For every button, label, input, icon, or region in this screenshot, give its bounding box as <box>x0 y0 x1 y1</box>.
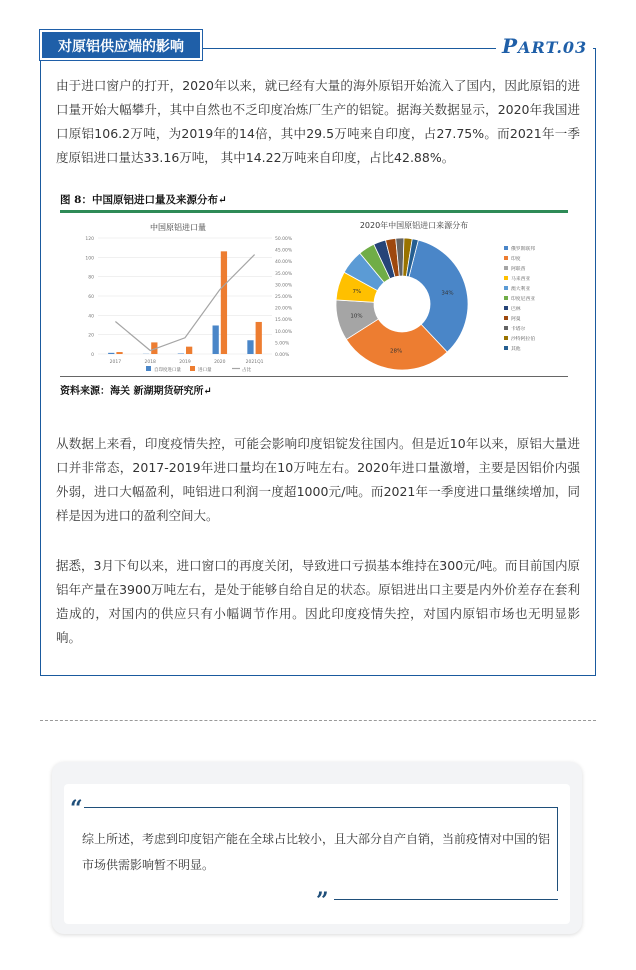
legend-label: 卡塔尔 <box>511 327 526 332</box>
y-tick-label: 80 <box>88 275 94 281</box>
summary-frame-bottom <box>334 899 558 900</box>
close-quote-icon: ” <box>316 888 329 914</box>
y2-tick-label: 35.00% <box>275 271 293 277</box>
legend-label: 俄罗斯联邦 <box>511 247 535 252</box>
legend-swatch <box>146 366 151 371</box>
import-bar-chart <box>72 216 312 376</box>
paragraph-data-analysis: 从数据上来看，印度疫情失控，可能会影响印度铝锭发往国内。但是近10年以来，原铝大量进口并非常态，2017-2019年进口量均在10万吨左右。2020年进口量激增，主要是因铝价内强外弱，进口大幅盈利，吨铝进口利润一度超1000元/吨。而2021年一季度进口量继续增加，同样是因为进口的盈利空间大。 <box>56 436 580 523</box>
x-tick-label: 2020 <box>214 360 226 365</box>
legend-label: 印度尼西亚 <box>511 297 535 302</box>
section-tag: 对原铝供应端的影响 <box>40 30 202 60</box>
legend-swatch <box>504 246 508 250</box>
y2-tick-label: 20.00% <box>275 306 293 312</box>
legend-label: 马来西亚 <box>511 277 531 282</box>
legend-swatch <box>504 296 508 300</box>
figure-import-chart <box>58 192 578 404</box>
slice-label: 28% <box>390 348 403 355</box>
legend-label: 沙特阿拉伯 <box>511 337 535 342</box>
y2-tick-label: 45.00% <box>275 248 293 254</box>
slice-label: 10% <box>350 313 363 320</box>
bar-进口量-2019 <box>186 347 192 354</box>
line-占比 <box>115 255 254 351</box>
legend-label: 自印度进口量 <box>154 368 181 373</box>
y2-tick-label: 15.00% <box>275 318 293 324</box>
open-quote-icon: “ <box>70 796 83 822</box>
y-tick-label: 120 <box>85 237 94 242</box>
legend-swatch <box>504 326 508 330</box>
figure-source: 资料来源：海关 新湖期货研究所↵ <box>60 386 212 397</box>
legend-swatch <box>504 286 508 290</box>
legend-swatch <box>504 336 508 340</box>
legend-label: 阿联酋 <box>511 267 526 272</box>
legend-label: 巴林 <box>511 307 521 312</box>
summary-frame-right <box>557 807 558 891</box>
y-tick-label: 60 <box>88 295 94 300</box>
y2-tick-label: 30.00% <box>275 283 293 289</box>
legend-label: 澳大利亚 <box>511 287 531 292</box>
dashed-divider <box>40 720 596 721</box>
legend-swatch <box>190 366 195 371</box>
y2-tick-label: 40.00% <box>275 260 293 266</box>
legend-swatch <box>504 266 508 270</box>
legend-label: 印度 <box>511 257 521 262</box>
x-tick-label: 2021Q1 <box>245 360 264 365</box>
bar-自印度进口量-2021Q1 <box>247 340 253 354</box>
y-tick-label: 100 <box>85 256 94 262</box>
figure-title: 图 8：中国原铝进口量及来源分布↵ <box>60 194 227 206</box>
x-tick-label: 2017 <box>109 360 122 365</box>
y2-tick-label: 0.00% <box>275 353 290 358</box>
y2-tick-label: 25.00% <box>275 295 293 300</box>
legend-label: 占比 <box>242 368 251 373</box>
y-tick-label: 0 <box>91 353 94 358</box>
y2-tick-label: 5.00% <box>275 341 290 347</box>
y2-tick-label: 50.00% <box>275 237 293 242</box>
bar-自印度进口量-2017 <box>108 353 114 354</box>
pie-chart-title: 2020年中国原铝进口来源分布 <box>359 221 469 230</box>
figure-bottom-rule <box>60 376 568 377</box>
part-label <box>496 34 593 58</box>
part-label-prefix: P <box>502 34 519 58</box>
y-tick-label: 20 <box>88 333 94 339</box>
summary-frame-top <box>84 807 558 808</box>
figure-top-rule <box>60 210 568 213</box>
bar-进口量-2020 <box>221 251 227 354</box>
y-tick-label: 40 <box>88 314 94 320</box>
slice-label: 7% <box>352 288 362 295</box>
import-source-pie-chart <box>314 216 574 376</box>
legend-swatch <box>504 276 508 280</box>
legend-swatch <box>504 316 508 320</box>
bar-进口量-2021Q1 <box>256 322 262 354</box>
legend-swatch <box>504 256 508 260</box>
legend-label: 阿曼 <box>511 317 521 322</box>
legend-swatch <box>504 306 508 310</box>
x-tick-label: 2019 <box>179 360 191 365</box>
legend-label: 其他 <box>511 347 521 352</box>
x-tick-label: 2018 <box>144 360 156 365</box>
legend-label: 进口量 <box>198 368 212 373</box>
legend-swatch <box>504 346 508 350</box>
y2-tick-label: 10.00% <box>275 329 293 335</box>
part-label-rest: ART.03 <box>518 38 588 57</box>
bar-进口量-2017 <box>116 352 122 354</box>
summary-text: 综上所述，考虑到印度铝产能在全球占比较小，且大部分自产自销，当前疫情对中国的铝市场供需影响暂不明显。 <box>82 832 551 872</box>
paragraph-import-surge: 由于进口窗户的打开，2020年以来，就已经有大量的海外原铝开始流入了国内，因此原铝的进口量开始大幅攀升，其中自然也不乏印度冶炼厂生产的铝锭。据海关数据显示，2020年我国进口原铝106.2万吨，为2019年的14倍，其中29.5万吨来自印度，占27.75%。而2021年一季度原铝进口量达33.16万吨， 其中14.22万吨来自印度，占比42.88%。 <box>56 78 580 165</box>
bar-chart-title: 中国原铝进口量 <box>150 223 206 232</box>
bar-自印度进口量-2020 <box>213 325 219 354</box>
slice-label: 34% <box>441 290 454 297</box>
paragraph-window-closed: 据悉，3月下旬以来，进口窗口的再度关闭，导致进口亏损基本维持在300元/吨。而目前国内原铝年产量在3900万吨左右，是处于能够自给自足的状态。原铝进出口主要是内外价差存在套利造成的，对国内的供应只有小幅调节作用。因此印度疫情失控，对国内原铝市场也无明显影响。 <box>56 558 580 645</box>
